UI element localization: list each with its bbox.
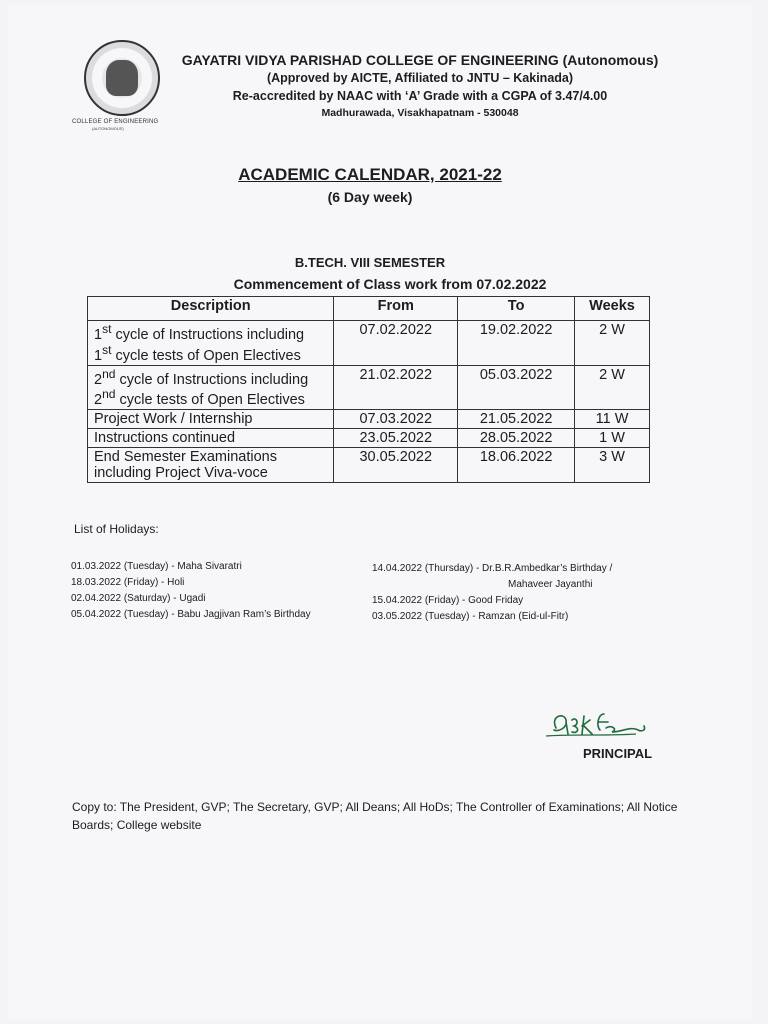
row-weeks: 1 W	[575, 429, 650, 448]
row-to: 28.05.2022	[458, 429, 575, 448]
table-row	[88, 410, 650, 429]
list-item: 14.04.2022 (Thursday) - Dr.B.R.Ambedkar’s Birthday /	[372, 563, 613, 574]
approval-line: (Approved by AICTE, Affiliated to JNTU – Kakinada)	[266, 71, 574, 85]
table-row	[88, 365, 650, 410]
list-item: 03.05.2022 (Tuesday) - Ramzan (Eid-ul-Fitr)	[372, 611, 569, 622]
table-row	[88, 429, 650, 448]
row-weeks: 11 W	[575, 410, 650, 429]
semester-heading: B.TECH. VIII SEMESTER	[294, 255, 446, 270]
college-logo	[84, 40, 160, 116]
row-from: 07.03.2022	[334, 410, 458, 429]
row-description: 1st cycle of Instructions including 1st cycle tests of Open Electives	[88, 321, 334, 366]
row-description: End Semester Examinations including Project Viva-voce	[88, 448, 334, 483]
row-from: 30.05.2022	[334, 448, 458, 483]
list-item: 02.04.2022 (Saturday) - Ugadi	[71, 593, 206, 604]
page-title: ACADEMIC CALENDAR, 2021-22	[238, 165, 502, 184]
header-description: Description	[88, 297, 334, 321]
holidays-list-left	[71, 559, 311, 623]
header-to: To	[458, 297, 575, 321]
row-from: 07.02.2022	[334, 321, 458, 366]
row-description: Instructions continued	[88, 429, 334, 448]
list-item: Mahaveer Jayanthi	[508, 579, 593, 590]
row-to: 18.06.2022	[458, 448, 575, 483]
list-item: 01.03.2022 (Tuesday) - Maha Sivaratri	[71, 561, 242, 572]
holidays-title: List of Holidays:	[74, 522, 159, 536]
table-row	[88, 321, 650, 366]
row-description: Project Work / Internship	[88, 410, 334, 429]
row-weeks: 2 W	[575, 365, 650, 410]
header-weeks: Weeks	[575, 297, 650, 321]
logo-emblem	[106, 60, 138, 96]
row-from: 21.02.2022	[334, 365, 458, 410]
page-subtitle: (6 Day week)	[327, 189, 413, 205]
list-item: 05.04.2022 (Tuesday) - Babu Jagjivan Ram’s Birthday	[71, 609, 311, 620]
header-from: From	[334, 297, 458, 321]
holidays-list-right	[372, 561, 612, 625]
row-to: 21.05.2022	[458, 410, 575, 429]
document-page	[8, 4, 752, 1020]
college-name: GAYATRI VIDYA PARISHAD COLLEGE OF ENGINEERING (Autonomous)	[181, 52, 659, 68]
row-from: 23.05.2022	[334, 429, 458, 448]
row-description: 2nd cycle of Instructions including 2nd cycle tests of Open Electives	[88, 365, 334, 410]
row-to: 05.03.2022	[458, 365, 575, 410]
table-row	[88, 448, 650, 483]
list-item: 18.03.2022 (Friday) - Holi	[71, 577, 185, 588]
accreditation-line: Re-accredited by NAAC with ‘A’ Grade with a CGPA of 3.47/4.00	[232, 89, 608, 103]
row-weeks: 2 W	[575, 321, 650, 366]
logo-caption: COLLEGE OF ENGINEERING	[72, 119, 159, 125]
row-to: 19.02.2022	[458, 321, 575, 366]
principal-signature	[546, 706, 686, 742]
principal-label: PRINCIPAL	[583, 746, 653, 761]
commencement-line: Commencement of Class work from 07.02.2022	[233, 276, 547, 292]
table-header-row	[88, 297, 650, 321]
row-weeks: 3 W	[575, 448, 650, 483]
address-line: Madhurawada, Visakhapatnam - 530048	[321, 107, 519, 119]
calendar-table	[87, 296, 650, 483]
list-item: 15.04.2022 (Friday) - Good Friday	[372, 595, 524, 606]
logo-subcaption: (AUTONOMOUS)	[92, 126, 124, 131]
copy-to: Copy to: The President, GVP; The Secretary, GVP; All Deans; All HoDs; The Controller of Examinations; All Notice Boards; College website	[72, 800, 678, 832]
